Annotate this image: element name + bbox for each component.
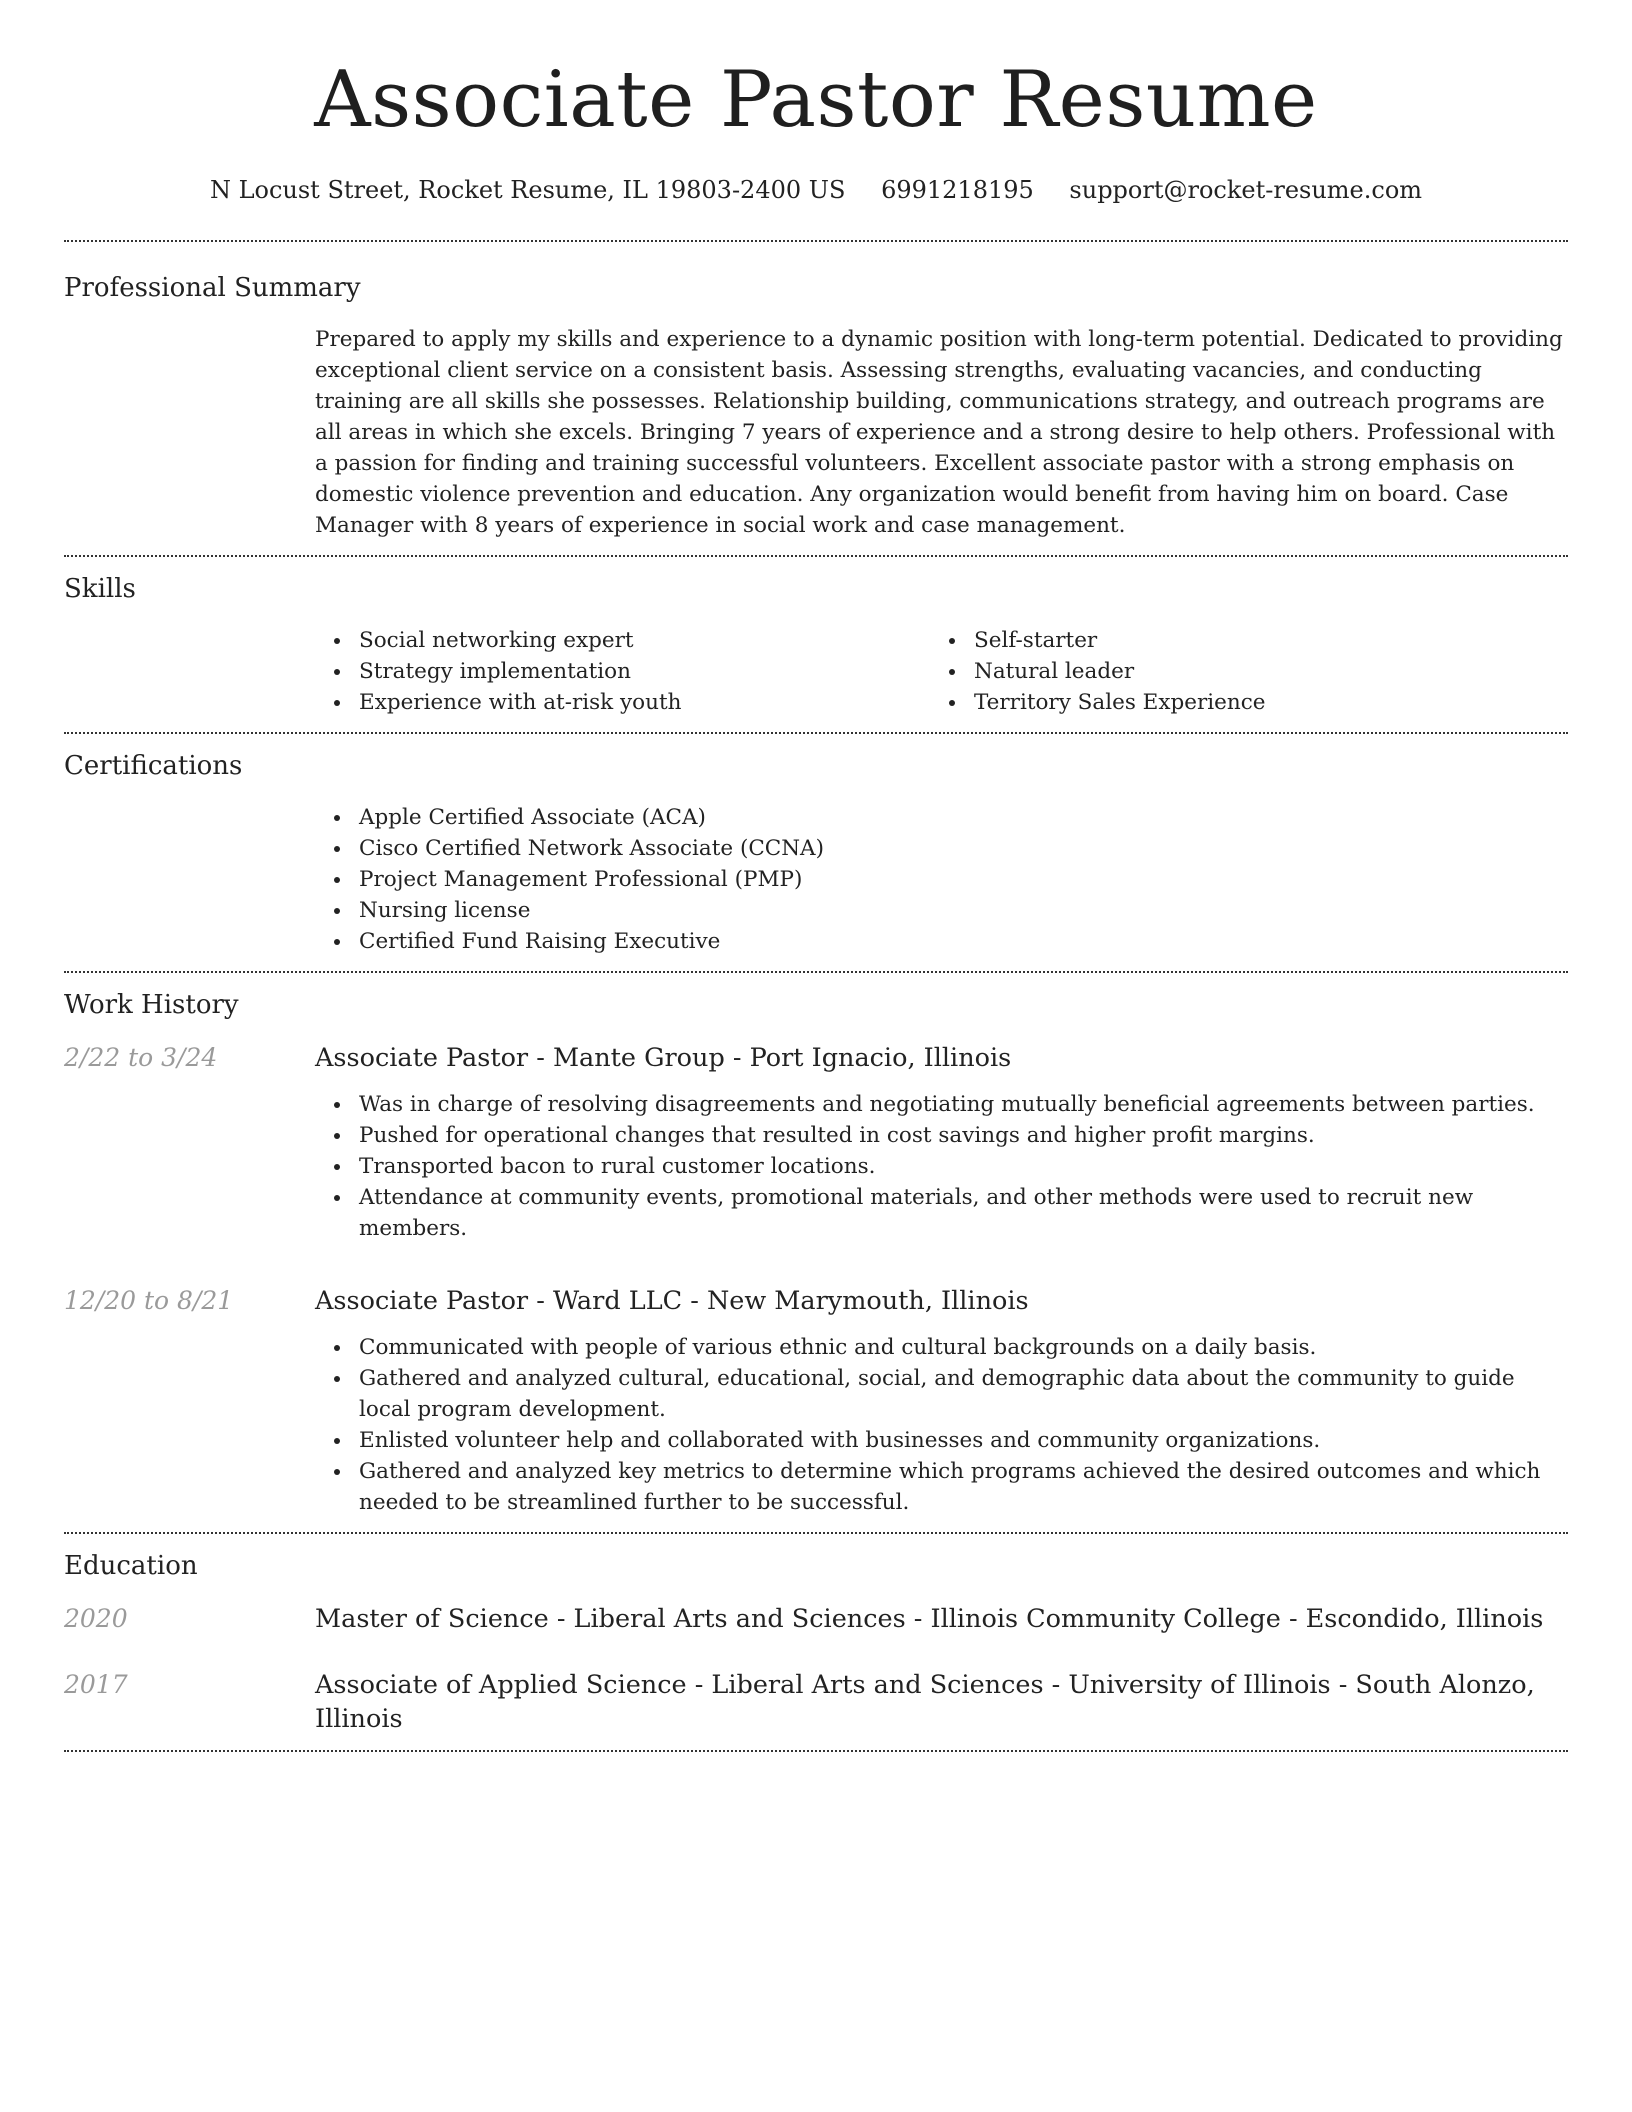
certification-item: Project Management Professional (PMP) (315, 864, 1568, 895)
education-year: 2017 (64, 1670, 128, 1699)
skill-item: Experience with at-risk youth (315, 687, 930, 718)
education-heading-line: Master of Science - Liberal Arts and Sciences - Illinois Community College - Escondido, Illinois (315, 1604, 1544, 1634)
certifications-content (315, 802, 1568, 971)
certification-item: Cisco Certified Network Associate (CCNA) (315, 833, 1568, 864)
work-bullet: Communicated with people of various ethnic and cultural backgrounds on a daily basis. (315, 1332, 1568, 1363)
work-entry (64, 1284, 1568, 1518)
education-section (64, 1534, 1568, 1736)
education-heading-line: Associate of Applied Science - Liberal Arts and Sciences - University of Illinois - South Alonzo, Illinois (315, 1670, 1535, 1734)
work-entry-body (315, 1332, 1568, 1518)
skill-item: Strategy implementation (315, 656, 930, 687)
education-heading: Education (64, 1551, 198, 1581)
work-entry-body (315, 1089, 1568, 1244)
contact-line (64, 174, 1568, 206)
summary-text: Prepared to apply my skills and experience to a dynamic position with long-term potential. Dedicated to providing exceptional client service on a consistent basis. Assessing strengths, evaluating vacancies, and conducting training are all skills she possesses. Relationship building, communications strategy, and outreach programs are all areas in which she excels. Bringing 7 years of experience and a strong desire to help others. Professional with a passion for finding and training successful volunteers. Excellent associate pastor with a strong emphasis on domestic violence prevention and education. Any organization would benefit from having him on board. Case Manager with 8 years of experience in social work and case management. (315, 327, 1563, 538)
education-divider (64, 1750, 1568, 1752)
work-heading-line: Associate Pastor - Mante Group - Port Ignacio, Illinois (315, 1043, 1012, 1073)
certifications-section (64, 734, 1568, 971)
skills-grid (315, 625, 1568, 732)
skills-list-left (315, 625, 930, 718)
skills-list-right (930, 625, 1545, 718)
work-bullet: Gathered and analyzed cultural, educational, social, and demographic data about the community to guide local program development. (315, 1363, 1568, 1425)
work-heading: Work History (64, 990, 239, 1020)
education-entry (64, 1602, 1568, 1636)
work-dates: 12/20 to 8/21 (64, 1286, 234, 1315)
work-bullet: Enlisted volunteer help and collaborated with businesses and community organizations. (315, 1425, 1568, 1456)
work-section (64, 973, 1568, 1518)
work-bullets (315, 1089, 1568, 1244)
work-heading-line: Associate Pastor - Ward LLC - New Marymouth, Illinois (315, 1286, 1029, 1316)
skill-item: Social networking expert (315, 625, 930, 656)
work-entry-header (64, 1041, 1568, 1075)
certifications-list (315, 802, 1568, 957)
skills-heading: Skills (64, 574, 136, 604)
contact-phone: 6991218195 (881, 176, 1034, 204)
work-bullet: Transported bacon to rural customer locations. (315, 1151, 1568, 1182)
summary-content (315, 324, 1568, 555)
skill-item: Territory Sales Experience (930, 687, 1545, 718)
resume-header (64, 52, 1568, 206)
skill-item: Self-starter (930, 625, 1545, 656)
work-dates: 2/22 to 3/24 (64, 1043, 218, 1072)
certification-item: Certified Fund Raising Executive (315, 926, 1568, 957)
contact-email: support@rocket-resume.com (1069, 176, 1423, 204)
education-year: 2020 (64, 1604, 128, 1633)
education-entry (64, 1668, 1568, 1736)
certification-item: Nursing license (315, 895, 1568, 926)
contact-address: N Locust Street, Rocket Resume, IL 19803-2400 US (209, 176, 846, 204)
summary-section (64, 242, 1568, 555)
work-bullets (315, 1332, 1568, 1518)
work-bullet: Gathered and analyzed key metrics to determine which programs achieved the desired outcomes and which needed to be streamlined further to be successful. (315, 1456, 1568, 1518)
skills-section (64, 557, 1568, 732)
summary-heading: Professional Summary (64, 273, 361, 303)
work-bullet: Attendance at community events, promotional materials, and other methods were used to recruit new members. (315, 1182, 1568, 1244)
certifications-heading: Certifications (64, 751, 243, 781)
skill-item: Natural leader (930, 656, 1545, 687)
work-bullet: Pushed for operational changes that resulted in cost savings and higher profit margins. (315, 1120, 1568, 1151)
work-bullet: Was in charge of resolving disagreements and negotiating mutually beneficial agreements between parties. (315, 1089, 1568, 1120)
certification-item: Apple Certified Associate (ACA) (315, 802, 1568, 833)
resume-title: Associate Pastor Resume (314, 55, 1318, 145)
work-entry-header (64, 1284, 1568, 1318)
work-entry (64, 1041, 1568, 1244)
